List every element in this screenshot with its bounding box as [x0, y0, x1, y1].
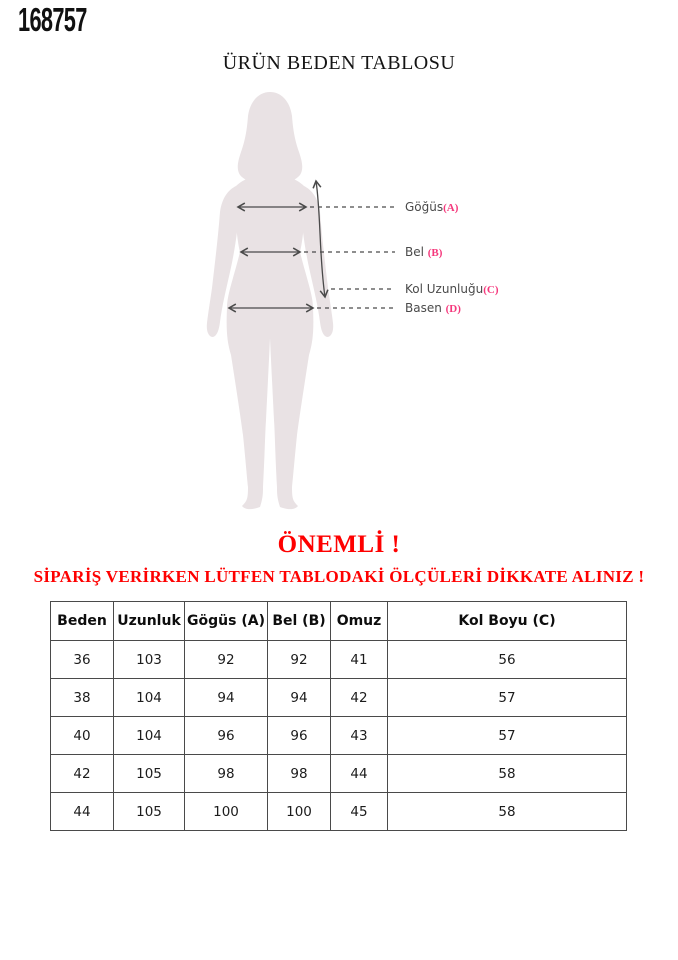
- measurement-label-waist: [405, 245, 442, 259]
- table-cell: 57: [388, 679, 627, 717]
- measurement-label-suffix: (D): [445, 303, 461, 315]
- table-cell: 58: [388, 793, 627, 831]
- column-header-omuz: Omuz: [331, 602, 388, 641]
- page-title: ÜRÜN BEDEN TABLOSU: [222, 52, 456, 74]
- column-header-uzunluk: Uzunluk: [114, 602, 185, 641]
- table-cell: 92: [268, 641, 331, 679]
- table-cell: 45: [331, 793, 388, 831]
- measurement-label-text: Bel: [405, 245, 428, 259]
- measurement-label-arm-length: [405, 282, 499, 296]
- table-cell: 58: [388, 755, 627, 793]
- table-cell: 36: [51, 641, 114, 679]
- table-cell: 38: [51, 679, 114, 717]
- table-cell: 104: [114, 717, 185, 755]
- table-cell: 104: [114, 679, 185, 717]
- table-cell: 96: [185, 717, 268, 755]
- column-header-gogus: Gögüs (A): [185, 602, 268, 641]
- table-cell: 56: [388, 641, 627, 679]
- silhouette-head: [238, 92, 302, 184]
- size-table-body: [51, 641, 627, 831]
- table-cell: 42: [51, 755, 114, 793]
- measurement-label-suffix: (B): [427, 247, 443, 259]
- silhouette-torso-legs: [227, 174, 314, 509]
- table-cell: 105: [114, 755, 185, 793]
- table-cell: 43: [331, 717, 388, 755]
- table-cell: 103: [114, 641, 185, 679]
- table-cell: 100: [185, 793, 268, 831]
- table-cell: 96: [268, 717, 331, 755]
- table-row: [51, 717, 627, 755]
- table-cell: 98: [185, 755, 268, 793]
- table-cell: 92: [185, 641, 268, 679]
- measurement-label-hip: [405, 301, 461, 315]
- column-header-kol-boyu: Kol Boyu (C): [388, 602, 627, 641]
- notice-heading: ÖNEMLİ !: [277, 531, 401, 558]
- table-cell: 94: [268, 679, 331, 717]
- measurement-label-text: Basen: [405, 301, 446, 315]
- table-cell: 41: [331, 641, 388, 679]
- notice-warning: SİPARİŞ VERİRKEN LÜTFEN TABLODAKİ ÖLÇÜLERİ DİKKATE ALINIZ !: [33, 567, 645, 586]
- sku-code: 168757: [18, 1, 87, 38]
- table-cell: 44: [331, 755, 388, 793]
- measurement-label-text: Göğüs: [405, 200, 444, 214]
- table-row: [51, 641, 627, 679]
- table-cell: 105: [114, 793, 185, 831]
- measurement-label-suffix: (C): [483, 284, 499, 296]
- table-cell: 100: [268, 793, 331, 831]
- table-cell: 42: [331, 679, 388, 717]
- table-header-row: [51, 602, 627, 641]
- measurement-label-text: Kol Uzunluğu: [405, 282, 484, 296]
- table-row: [51, 679, 627, 717]
- measurement-label-suffix: (A): [443, 202, 459, 214]
- body-silhouette-diagram: [0, 85, 678, 520]
- table-cell: 94: [185, 679, 268, 717]
- table-cell: 40: [51, 717, 114, 755]
- column-header-beden: Beden: [51, 602, 114, 641]
- table-cell: 57: [388, 717, 627, 755]
- column-header-bel: Bel (B): [268, 602, 331, 641]
- table-row: [51, 793, 627, 831]
- table-row: [51, 755, 627, 793]
- table-cell: 98: [268, 755, 331, 793]
- size-table: [50, 601, 627, 831]
- table-cell: 44: [51, 793, 114, 831]
- measurement-label-chest: [405, 200, 458, 214]
